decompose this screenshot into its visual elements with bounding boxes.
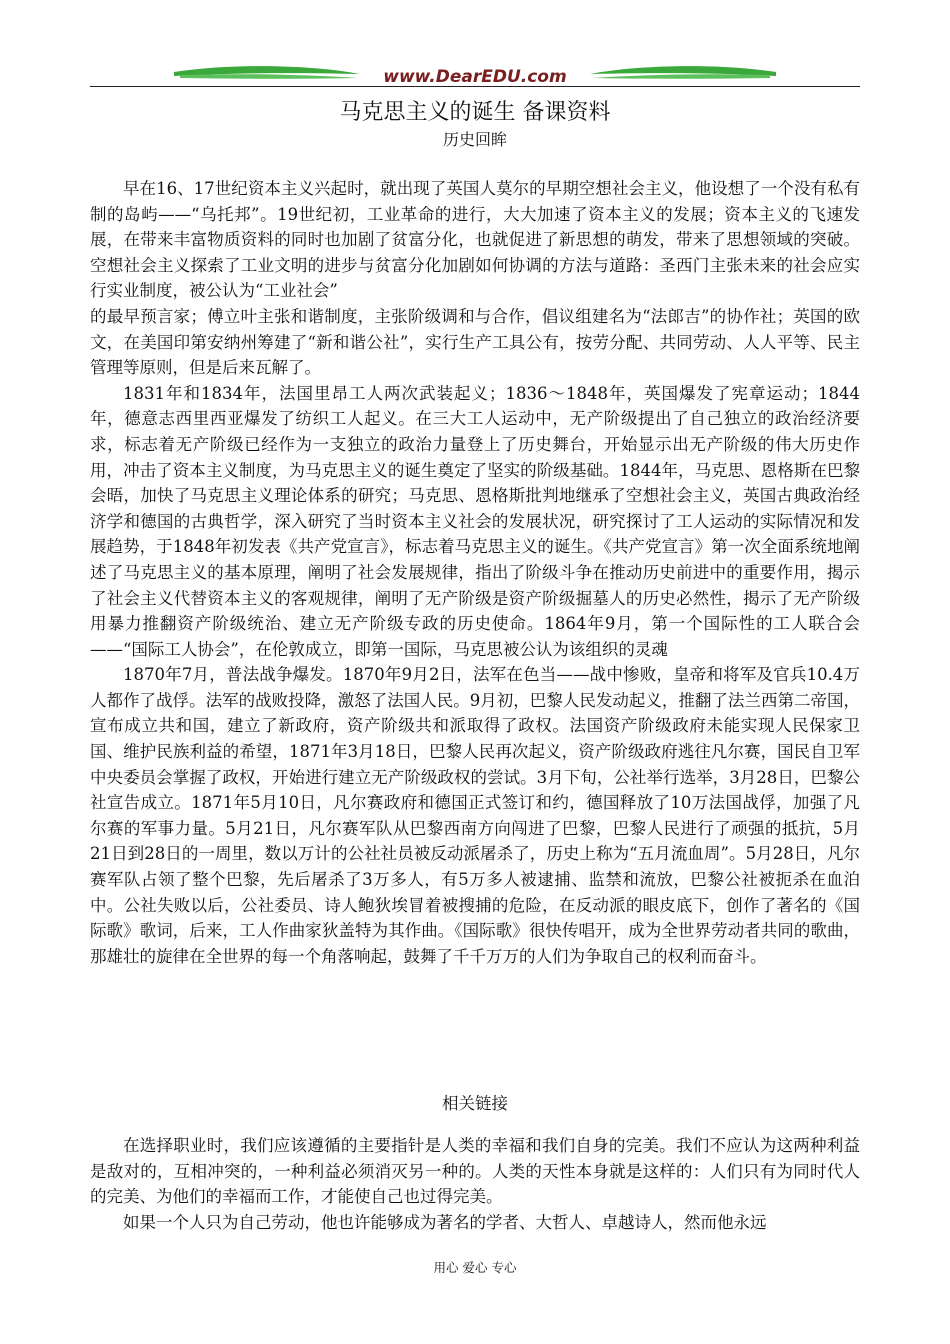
left-swoosh-tail-icon: [180, 74, 358, 79]
paragraph: 1831年和1834年，法国里昂工人两次武装起义；1836～1848年，英国爆发了宪章运动；1844年，德意志西里西亚爆发了纺织工人起义。在三大工人运动中，无产阶级提出了自己独立的政治经济要求，标志着无产阶级已经作为一支独立的政治力量登上了历史舞台，开始显示出无产阶级的伟大历史作用，冲击了资本主义制度，为马克思主义的诞生奠定了坚实的阶级基础。1844年，马克思、恩格斯在巴黎会晤，加快了马克思主义理论体系的研究；马克思、恩格斯批判地继承了空想社会主义，英国古典政治经济学和德国的古典哲学，深入研究了当时资本主义社会的发展状况，研究探讨了工人运动的实际情况和发展趋势，于1848年初发表《共产党宣言》，标志着马克思主义的诞生。《共产党宣言》第一次全面系统地阐述了马克思主义的基本原理，阐明了社会发展规律，指出了阶级斗争在推动历史前进中的重要作用，揭示了社会主义代替资本主义的客观规律，阐明了无产阶级是资产阶级掘墓人的历史必然性，揭示了无产阶级用暴力推翻资产阶级统治、建立无产阶级专政的历史使命。1864年9月，第一个国际性的工人联合会——“国际工人协会”，在伦敦成立，即第一国际，马克思被公认为该组织的灵魂: [90, 383, 860, 659]
paragraph: 1870年7月，普法战争爆发。1870年9月2日，法军在色当——战中惨败，皇帝和将军及官兵10.4万人都作了战俘。法军的战败投降，激怒了法国人民。9月初，巴黎人民发动起义，推翻了法兰西第二帝国，宣布成立共和国，建立了新政府，资产阶级共和派取得了政权。法国资产阶级政府未能实现人民保家卫国、维护民族利益的希望，1871年3月18日，巴黎人民再次起义，资产阶级政府逃往凡尔赛，国民自卫军中央委员会掌握了政权，开始进行建立无产阶级政权的尝试。3月下旬，公社举行选举，3月28日，巴黎公社宣告成立。1871年5月10日，凡尔赛政府和德国正式签订和约，德国释放了10万法国战俘，加强了凡尔赛的军事力量。5月21日，凡尔赛军队从巴黎西南方向闯进了巴黎，巴黎人民进行了顽强的抵抗，5月21日到28日的一周里，数以万计的公社社员被反动派屠杀了，历史上称为“五月流血周”。5月28日，凡尔赛军队占领了整个巴黎，先后屠杀了3万多人，有5万多人被逮捕、监禁和流放，巴黎公社被扼杀在血泊中。公社失败以后，公社委员、诗人鲍狄埃冒着被搜捕的危险，在反动派的眼皮底下，创作了著名的《国际歌》歌词，后来，工人作曲家狄盖特为其作曲。《国际歌》很快传唱开，成为全世界劳动者共同的歌曲，那雄壮的旋律在全世界的每一个角落响起，鼓舞了千千万万的人们为争取自己的权利而奋斗。: [90, 665, 860, 966]
header-rule: [90, 86, 860, 87]
page-footer: 用心 爱心 专心: [433, 1260, 517, 1275]
paragraph: 早在16、17世纪资本主义兴起时，就出现了英国人莫尔的早期空想社会主义，他设想了一个没有私有制的岛屿——“乌托邦”。19世纪初，工业革命的进行，大大加速了资本主义的发展；资本主义的飞速发展，在带来丰富物质资料的同时也加剧了贫富分化，也就促进了新思想的萌发，带来了思想领域的突破。空想社会主义探索了工业文明的进步与贫富分化加剧如何协调的方法与道路：圣西门主张未来的社会应实行实业制度，被公认为“工业社会”: [90, 179, 860, 301]
main-body: [90, 176, 860, 969]
right-swoosh-tail-icon: [592, 74, 770, 79]
paragraph: 如果一个人只为自己劳动，他也许能够成为著名的学者、大哲人、卓越诗人，然而他永远: [123, 1212, 767, 1232]
related-body: [90, 1133, 860, 1235]
document-subtitle: 历史回眸: [442, 130, 507, 149]
site-logo-text: www.DearEDU.com: [383, 67, 567, 87]
paragraph: 的最早预言家；傅立叶主张和谐制度，主张阶级调和与合作，倡议组建名为“法郎吉”的协作社；英国的欧文，在美国印第安纳州筹建了“新和谐公社”，实行生产工具公有，按劳分配、共同劳动、人人平等、民主管理等原则，但是后来瓦解了。: [90, 306, 860, 378]
section-heading: 相关链接: [442, 1094, 508, 1113]
document-title: 马克思主义的诞生 备课资料: [339, 100, 611, 125]
paragraph: 在选择职业时，我们应该遵循的主要指针是人类的幸福和我们自身的完美。我们不应认为这两种利益是敌对的，互相冲突的，一种利益必须消灭另一种的。人类的天性本身就是这样的：人们只有为同时代人的完美、为他们的幸福而工作，才能使自己也过得完美。: [90, 1136, 860, 1207]
